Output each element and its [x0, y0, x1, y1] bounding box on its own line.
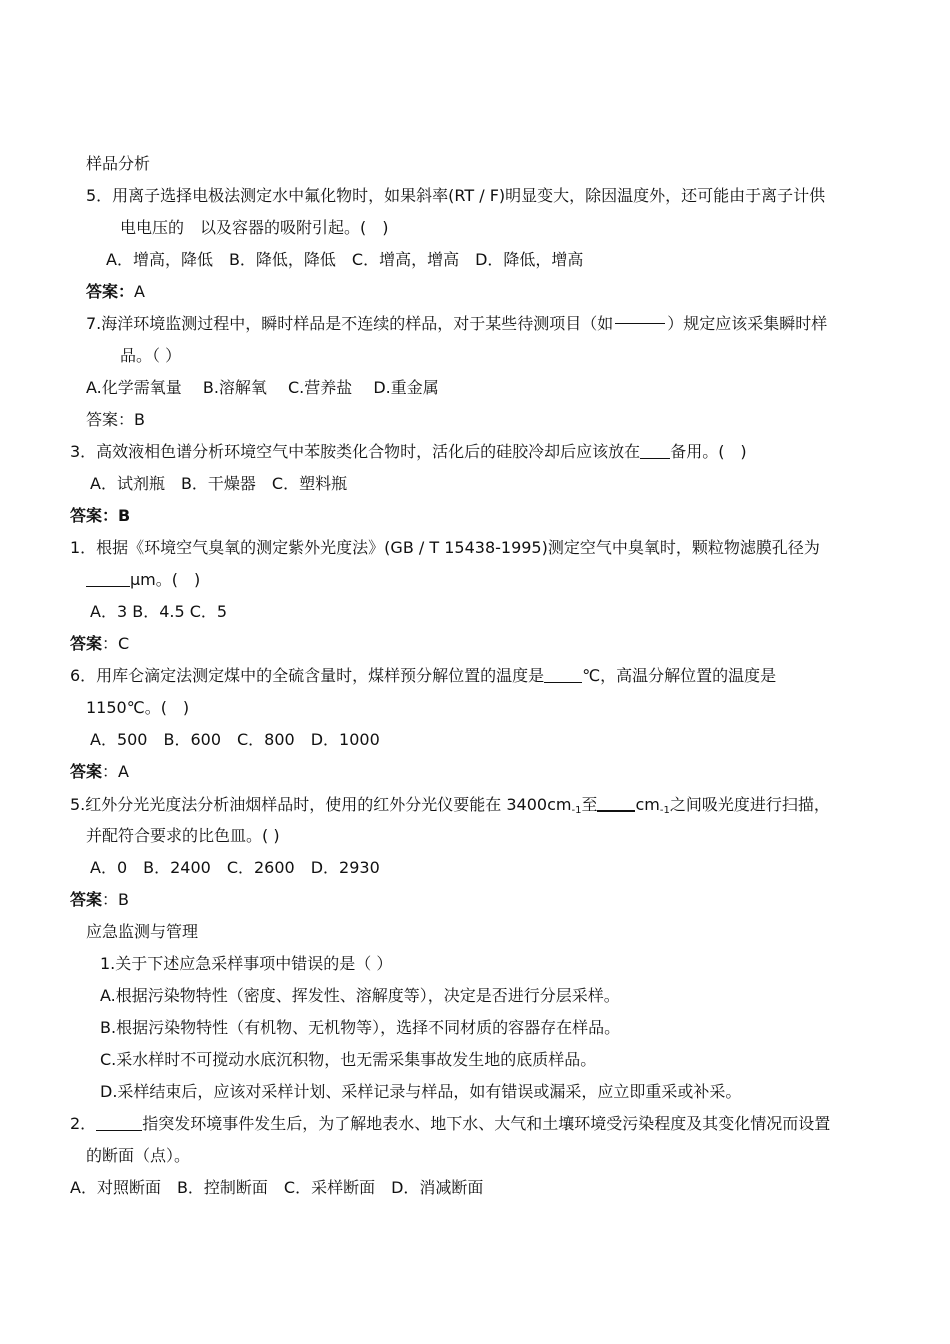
question-5-oil-fume-stem: [70, 794, 830, 821]
question-5-fluoride-answer: [86, 282, 145, 302]
fill-blank: [96, 1114, 142, 1131]
question-em2-number: 2．: [70, 1114, 97, 1133]
question-7-stem-a: 7.海洋环境监测过程中，瞬时样品是不连续的样品，对于某些待测项目（如: [86, 314, 614, 333]
question-6-coal-stem-cont: 1150℃。( ): [86, 698, 190, 717]
question-7-stem: [86, 314, 827, 334]
fill-blank: [640, 442, 670, 459]
question-5-oil-stem-a: 5.红外分光光度法分析油烟样品时，使用的红外分光仪要能在 3400cm: [70, 795, 572, 814]
answer-value: A: [134, 282, 145, 301]
question-3-stem-a: 3．高效液相色谱分析环境空气中苯胺类化合物时，活化后的硅胶冷却后应该放在: [70, 442, 641, 461]
question-7-stem-cont: 品。（ ）: [120, 346, 182, 365]
fill-blank: [86, 570, 130, 587]
fill-blank: [544, 666, 582, 683]
question-5-fluoride-stem: 5．用离子选择电极法测定水中氟化物时，如果斜率(RT / F)明显变大，除因温度外，还可能由于离子计供: [86, 186, 826, 205]
question-1-ozone-stem: 1．根据《环境空气臭氧的测定紫外光度法》(GB / T 15438-1995)测定空气中臭氧时，颗粒物滤膜孔径为: [70, 538, 820, 557]
question-6-stem-b: ℃，高温分解位置的温度是: [582, 666, 777, 685]
question-3-stem: [70, 442, 747, 462]
question-3-options: A．试剂瓶 B．干燥器 C．塑料瓶: [90, 474, 348, 493]
answer-value: ：A: [102, 762, 129, 781]
answer-label: 答案: [70, 762, 103, 781]
question-6-coal-stem: [70, 666, 776, 686]
section-title-emergency: 应急监测与管理: [86, 922, 199, 941]
question-em2-stem-cont: 的断面（点）。: [86, 1146, 191, 1165]
question-7-answer: 答案：B: [86, 410, 145, 429]
superscript-minus-one: -1: [571, 805, 582, 816]
question-em1-option-b: B.根据污染物特性（有机物、无机物等），选择不同材质的容器存在样品。: [100, 1018, 621, 1037]
question-1-ozone-options: A．3 B．4.5 C．5: [90, 602, 228, 621]
superscript-minus-one: -1: [659, 805, 670, 816]
answer-label: 答案: [70, 890, 103, 909]
section-title-sample-analysis: 样品分析: [86, 154, 151, 173]
question-3-answer: 答案：B: [70, 506, 131, 525]
question-em1-option-a: A.根据污染物特性（密度、挥发性、溶解度等），决定是否进行分层采样。: [100, 986, 620, 1005]
question-1-ozone-answer: [70, 634, 129, 654]
question-5-oil-fume-options: A．0 B．2400 C．2600 D．2930: [90, 858, 380, 877]
question-em2-stem-b: 指突发环境事件发生后，为了解地表水、地下水、大气和土壤环境受污染程度及其变化情况而设置: [142, 1114, 831, 1133]
question-1-ozone-unit: μm。( ): [130, 570, 201, 589]
question-em1-stem: 1.关于下述应急采样事项中错误的是（ ）: [100, 954, 393, 973]
answer-value: ：C: [102, 634, 130, 653]
question-5-oil-stem-c: cm: [635, 795, 660, 814]
question-7-options: A.化学需氧量 B.溶解氧 C.营养盐 D.重金属: [86, 378, 439, 397]
question-em2-stem: [70, 1114, 830, 1134]
question-em2-options: A．对照断面 B．控制断面 C．采样断面 D．消减断面: [70, 1178, 484, 1197]
question-6-coal-answer: [70, 762, 129, 782]
question-3-stem-b: 备用。( ): [670, 442, 747, 461]
question-1-ozone-stem-cont: [86, 570, 200, 590]
answer-label: 答案：: [86, 282, 135, 301]
question-5-oil-stem-b: 至: [581, 795, 598, 814]
question-em1-option-d: D.采样结束后，应该对采样计划、采样记录与样品，如有错误或漏采，应立即重采或补采。: [100, 1082, 742, 1101]
question-5-oil-fume-answer: [70, 890, 129, 910]
question-5-fluoride-stem-cont: 电电压的 以及容器的吸附引起。( ): [120, 218, 389, 237]
answer-label: 答案: [70, 634, 103, 653]
question-7-stem-b: ）规定应该采集瞬时样: [667, 314, 828, 333]
question-5-oil-fume-stem-cont: 并配符合要求的比色皿。( ): [86, 826, 280, 845]
dash-blank: [615, 323, 665, 324]
fill-blank: [597, 794, 635, 812]
question-5-fluoride-options: A．增高，降低 B．降低，降低 C．增高，增高 D．降低，增高: [106, 250, 584, 269]
question-6-coal-options: A．500 B．600 C．800 D．1000: [90, 730, 380, 749]
question-6-stem-a: 6．用库仑滴定法测定煤中的全硫含量时，煤样预分解位置的温度是: [70, 666, 545, 685]
question-em1-option-c: C.采水样时不可搅动水底沉积物，也无需采集事故发生地的底质样品。: [100, 1050, 597, 1069]
question-5-oil-stem-d: 之间吸光度进行扫描，: [669, 795, 830, 814]
answer-value: ：B: [102, 890, 129, 909]
